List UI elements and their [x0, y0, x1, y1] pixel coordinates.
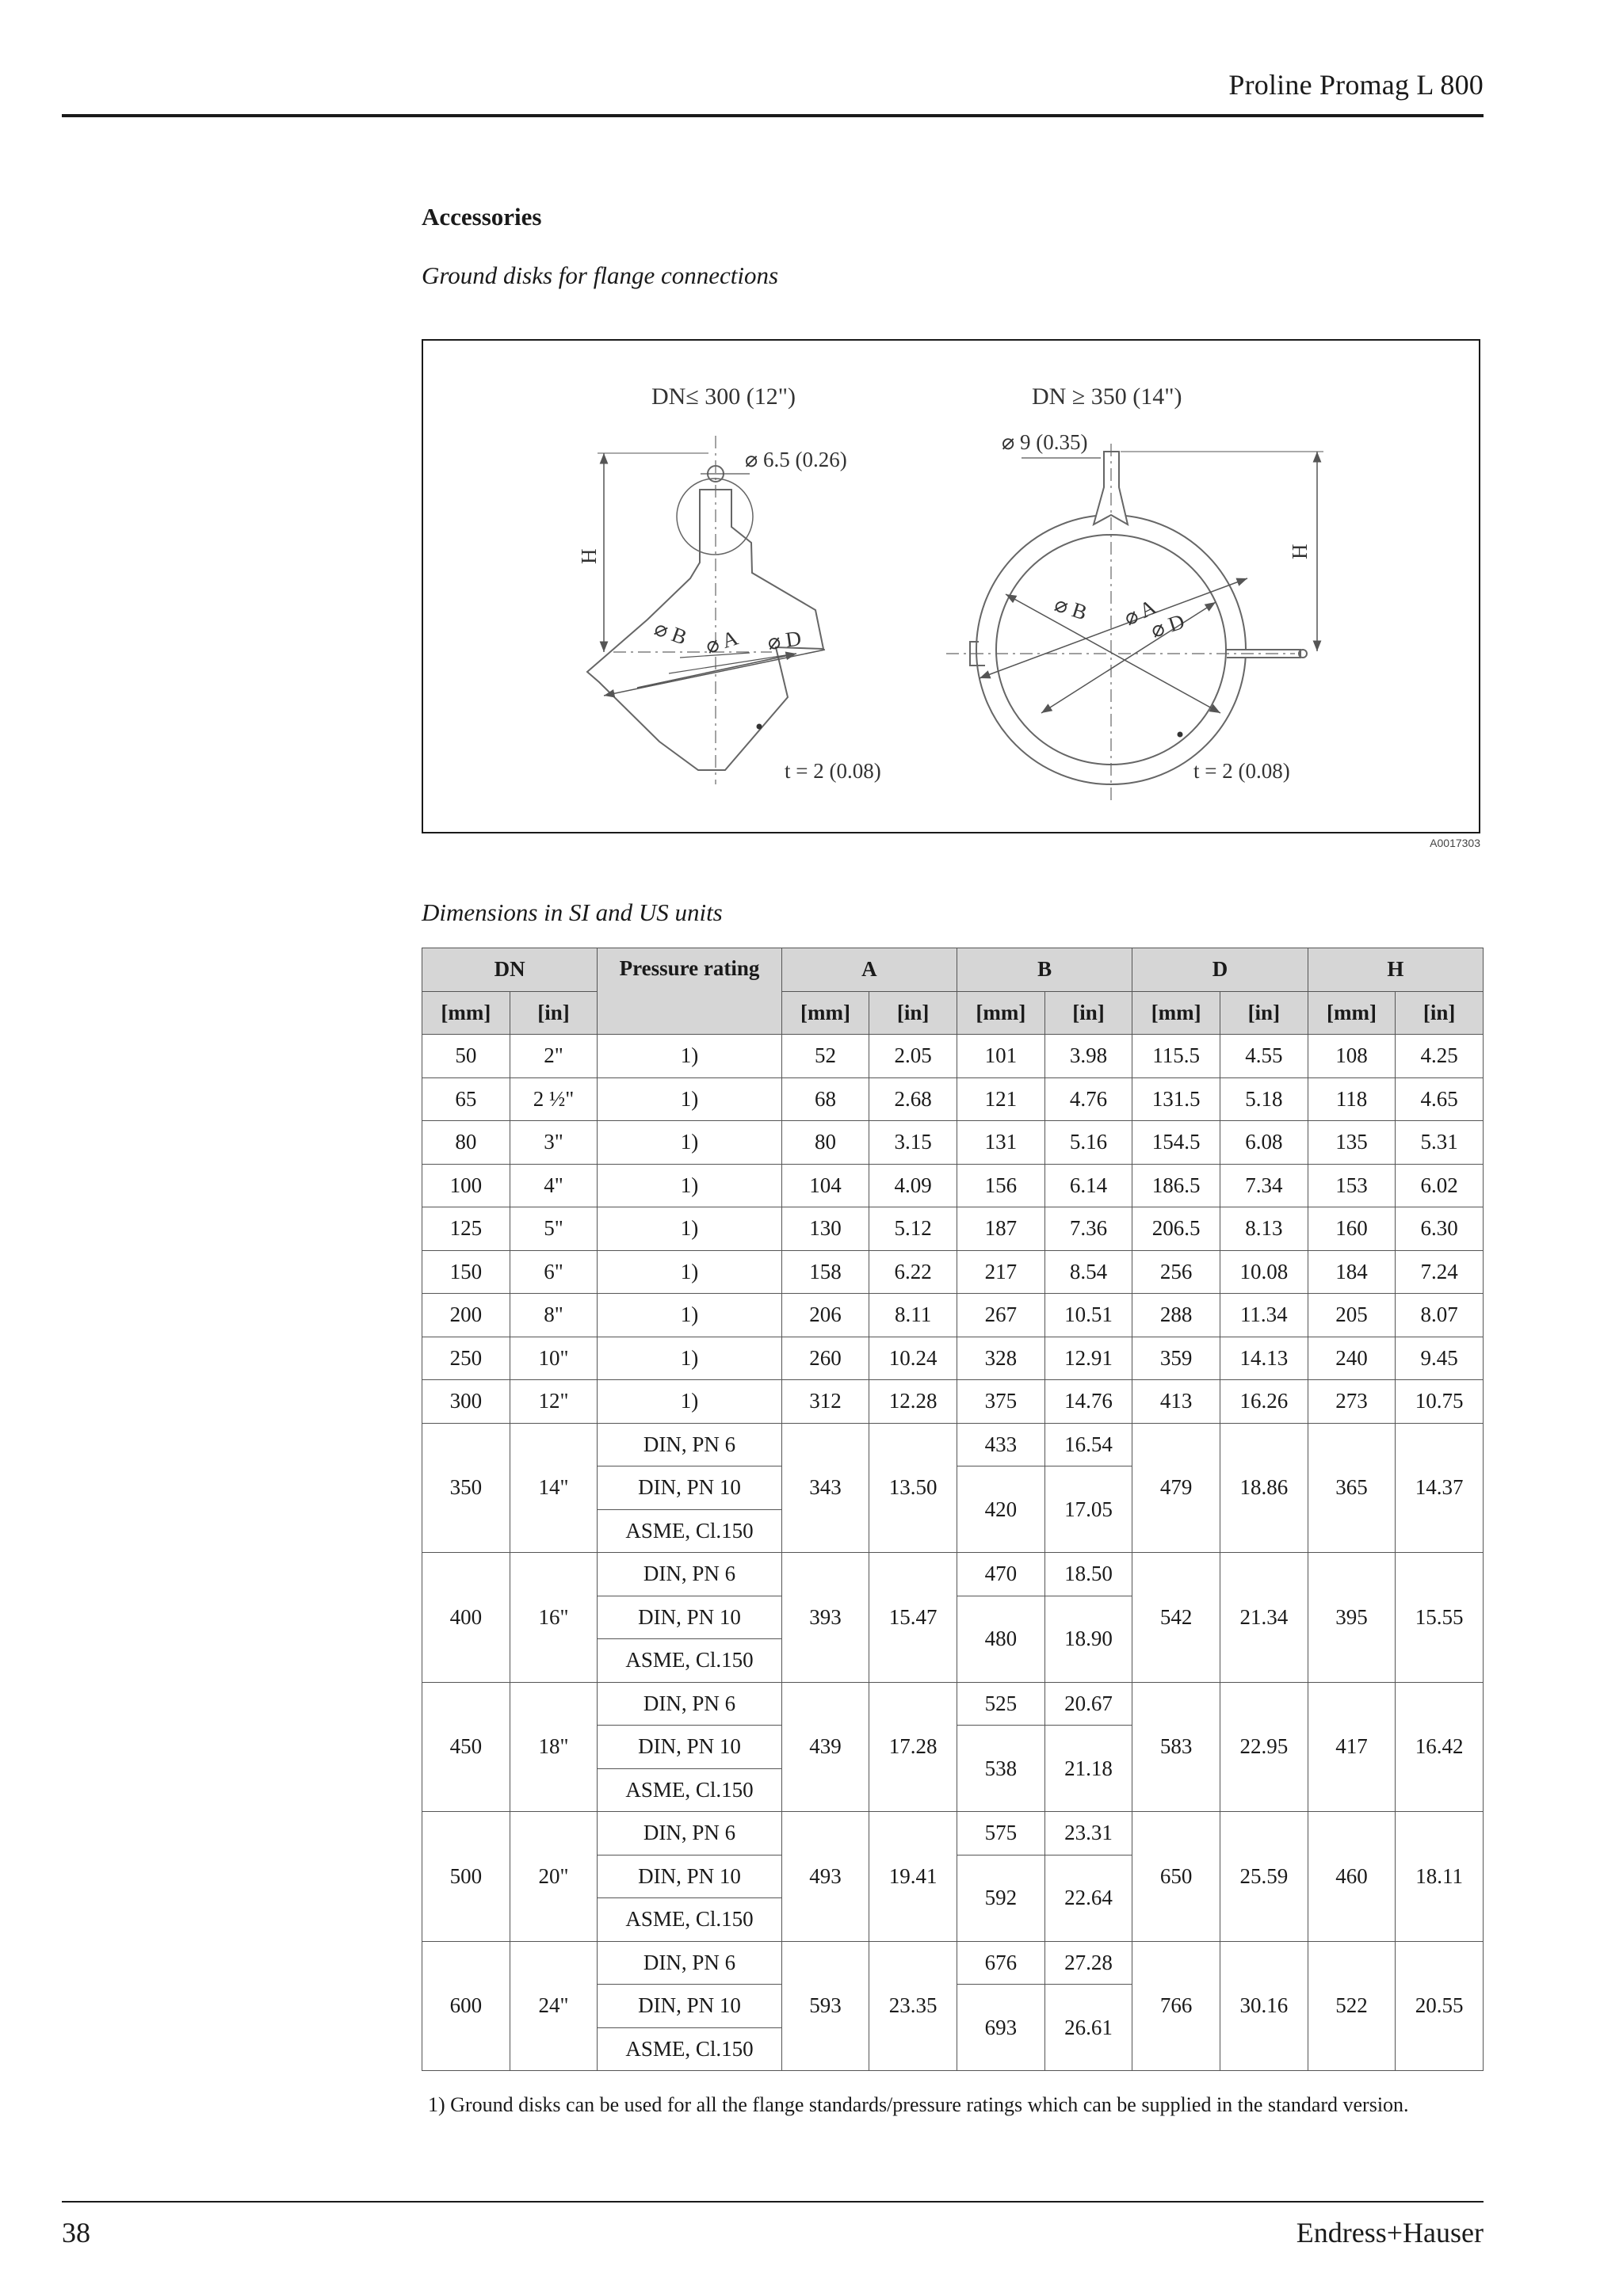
table-cell: 8.13 [1220, 1207, 1308, 1251]
table-cell: 10.51 [1044, 1294, 1132, 1337]
left-height-label: H [577, 548, 601, 564]
table-row [422, 1121, 1484, 1165]
table-cell: DIN, PN 6 [598, 1812, 781, 1855]
table-row [422, 1077, 1484, 1121]
left-thickness-label: t = 2 (0.08) [785, 759, 881, 783]
table-cell: 766 [1132, 1941, 1220, 2071]
table-cell: 5.16 [1044, 1121, 1132, 1165]
table-cell: 4.25 [1396, 1035, 1484, 1078]
table-cell: 6.08 [1220, 1121, 1308, 1165]
table-cell: 5.18 [1220, 1077, 1308, 1121]
table-cell: 1) [598, 1207, 781, 1251]
table-cell: 20" [510, 1812, 598, 1942]
table-row [422, 1682, 1484, 1726]
table-cell: DIN, PN 10 [598, 1855, 781, 1898]
table-cell: 100 [422, 1164, 510, 1207]
table-cell: 131 [957, 1121, 1045, 1165]
table-cell: 16.54 [1044, 1423, 1132, 1466]
dimensions-table [422, 948, 1484, 2071]
table-cell: 4.76 [1044, 1077, 1132, 1121]
table-cell: 6.22 [869, 1250, 957, 1294]
table-cell: 2 ½" [510, 1077, 598, 1121]
unit-mm: [mm] [1132, 991, 1220, 1035]
table-cell: 3" [510, 1121, 598, 1165]
unit-in: [in] [869, 991, 957, 1035]
table-cell: 5.12 [869, 1207, 957, 1251]
table-cell: 118 [1308, 1077, 1396, 1121]
table-cell: 522 [1308, 1941, 1396, 2071]
table-cell: 10" [510, 1337, 598, 1380]
table-cell: 1) [598, 1121, 781, 1165]
header-h: H [1308, 948, 1483, 992]
table-cell: 205 [1308, 1294, 1396, 1337]
table-cell: 5.31 [1396, 1121, 1484, 1165]
table-cell: 1) [598, 1077, 781, 1121]
figure-caption: Ground disks for flange connections [422, 261, 779, 289]
table-cell: 1) [598, 1035, 781, 1078]
table-cell: 676 [957, 1941, 1045, 1985]
left-dia-a-label: ⌀ A [702, 625, 741, 658]
document-title: Proline Promag L 800 [1228, 69, 1484, 101]
table-cell: DIN, PN 6 [598, 1553, 781, 1596]
table-cell: 3.15 [869, 1121, 957, 1165]
table-cell: 23.35 [869, 1941, 957, 2071]
table-cell: 13.50 [869, 1423, 957, 1553]
table-cell: DIN, PN 10 [598, 1466, 781, 1510]
table-cell: DIN, PN 10 [598, 1726, 781, 1769]
unit-in: [in] [510, 991, 598, 1035]
table-cell: 17.05 [1044, 1466, 1132, 1553]
table-cell: 9.45 [1396, 1337, 1484, 1380]
table-cell: 217 [957, 1250, 1045, 1294]
table-cell: ASME, Cl.150 [598, 1898, 781, 1942]
left-dia-d-label: ⌀ D [766, 626, 803, 654]
table-cell: 1) [598, 1164, 781, 1207]
table-cell: 50 [422, 1035, 510, 1078]
table-cell: 4.55 [1220, 1035, 1308, 1078]
table-cell: 30.16 [1220, 1941, 1308, 2071]
table-cell: 240 [1308, 1337, 1396, 1380]
table-cell: 470 [957, 1553, 1045, 1596]
table-cell: 300 [422, 1380, 510, 1424]
table-cell: 400 [422, 1553, 510, 1683]
table-cell: 365 [1308, 1423, 1396, 1553]
page-number: 38 [62, 2217, 90, 2248]
table-cell: ASME, Cl.150 [598, 1768, 781, 1812]
table-cell: 104 [781, 1164, 869, 1207]
table-cell: 15.47 [869, 1553, 957, 1683]
table-cell: 288 [1132, 1294, 1220, 1337]
table-cell: 131.5 [1132, 1077, 1220, 1121]
table-unit-row [422, 991, 1484, 1035]
table-cell: 8" [510, 1294, 598, 1337]
left-disk-label: DN≤ 300 (12") [651, 383, 796, 410]
table-cell: 121 [957, 1077, 1045, 1121]
table-cell: 115.5 [1132, 1035, 1220, 1078]
table-cell: 2" [510, 1035, 598, 1078]
table-cell: 150 [422, 1250, 510, 1294]
table-cell: 16" [510, 1553, 598, 1683]
table-cell: 158 [781, 1250, 869, 1294]
table-cell: 4.09 [869, 1164, 957, 1207]
table-cell: 5" [510, 1207, 598, 1251]
table-cell: 493 [781, 1812, 869, 1942]
table-cell: 433 [957, 1423, 1045, 1466]
header-pressure-rating: Pressure rating [598, 948, 781, 1035]
left-hole-label: ⌀ 6.5 (0.26) [745, 448, 847, 471]
table-cell: DIN, PN 10 [598, 1596, 781, 1639]
table-cell: 19.41 [869, 1812, 957, 1942]
table-cell: 8.11 [869, 1294, 957, 1337]
table-cell: 16.26 [1220, 1380, 1308, 1424]
table-cell: 312 [781, 1380, 869, 1424]
figure-id: A0017303 [1430, 837, 1480, 849]
table-row [422, 1553, 1484, 1596]
table-cell: 187 [957, 1207, 1045, 1251]
table-row [422, 1337, 1484, 1380]
section-heading: Accessories [422, 203, 542, 231]
table-cell: 593 [781, 1941, 869, 2071]
unit-in: [in] [1396, 991, 1484, 1035]
table-cell: 12.28 [869, 1380, 957, 1424]
table-cell: 153 [1308, 1164, 1396, 1207]
right-dia-d-label: ⌀ D [1148, 609, 1188, 643]
table-cell: 17.28 [869, 1682, 957, 1812]
table-cell: 273 [1308, 1380, 1396, 1424]
table-cell: 52 [781, 1035, 869, 1078]
table-cell: 6.30 [1396, 1207, 1484, 1251]
header-rule [62, 114, 1484, 117]
table-cell: 393 [781, 1553, 869, 1683]
ground-disk-diagram [423, 341, 1482, 835]
table-cell: 395 [1308, 1553, 1396, 1683]
table-cell: 8.54 [1044, 1250, 1132, 1294]
table-cell: 450 [422, 1682, 510, 1812]
table-header-row [422, 948, 1484, 992]
table-cell: 2.68 [869, 1077, 957, 1121]
table-cell: 693 [957, 1985, 1045, 2071]
table-cell: 160 [1308, 1207, 1396, 1251]
table-cell: 10.24 [869, 1337, 957, 1380]
table-cell: 6.02 [1396, 1164, 1484, 1207]
ground-disk-drawing [422, 339, 1480, 833]
table-cell: 10.75 [1396, 1380, 1484, 1424]
header-d: D [1132, 948, 1308, 992]
table-cell: 22.95 [1220, 1682, 1308, 1812]
right-dia-a-label: ⌀ A [1120, 594, 1160, 631]
table-cell: 6.14 [1044, 1164, 1132, 1207]
unit-mm: [mm] [781, 991, 869, 1035]
table-cell: 538 [957, 1726, 1045, 1812]
header-dn: DN [422, 948, 598, 992]
table-cell: 80 [422, 1121, 510, 1165]
table-cell: 80 [781, 1121, 869, 1165]
table-cell: 14" [510, 1423, 598, 1553]
table-cell: 18.50 [1044, 1553, 1132, 1596]
unit-mm: [mm] [957, 991, 1045, 1035]
table-cell: 439 [781, 1682, 869, 1812]
table-cell: 200 [422, 1294, 510, 1337]
table-cell: 26.61 [1044, 1985, 1132, 2071]
unit-mm: [mm] [1308, 991, 1396, 1035]
unit-in: [in] [1220, 991, 1308, 1035]
table-cell: 650 [1132, 1812, 1220, 1942]
table-cell: 328 [957, 1337, 1045, 1380]
table-row [422, 1941, 1484, 1985]
table-row [422, 1035, 1484, 1078]
table-cell: 500 [422, 1812, 510, 1942]
table-cell: 20.67 [1044, 1682, 1132, 1726]
table-cell: 68 [781, 1077, 869, 1121]
table-cell: 525 [957, 1682, 1045, 1726]
table-cell: 22.64 [1044, 1855, 1132, 1941]
table-cell: 542 [1132, 1553, 1220, 1683]
right-hole-label: ⌀ 9 (0.35) [1002, 430, 1088, 454]
table-cell: DIN, PN 6 [598, 1682, 781, 1726]
table-footnote: 1) Ground disks can be used for all the flange standards/pressure ratings which can be supplied in the standard version. [428, 2093, 1409, 2116]
table-cell: 14.76 [1044, 1380, 1132, 1424]
table-cell: 125 [422, 1207, 510, 1251]
footer-rule [62, 2201, 1484, 2203]
table-cell: 12" [510, 1380, 598, 1424]
table-cell: DIN, PN 6 [598, 1423, 781, 1466]
table-cell: 18.90 [1044, 1596, 1132, 1682]
table-cell: 583 [1132, 1682, 1220, 1812]
table-cell: 250 [422, 1337, 510, 1380]
table-cell: 10.08 [1220, 1250, 1308, 1294]
table-cell: DIN, PN 10 [598, 1985, 781, 2028]
table-cell: 101 [957, 1035, 1045, 1078]
table-cell: 343 [781, 1423, 869, 1553]
table-cell: 3.98 [1044, 1035, 1132, 1078]
table-cell: 186.5 [1132, 1164, 1220, 1207]
table-cell: 18.11 [1396, 1812, 1484, 1942]
table-cell: 7.34 [1220, 1164, 1308, 1207]
header-b: B [957, 948, 1132, 992]
table-cell: 24" [510, 1941, 598, 2071]
table-cell: 267 [957, 1294, 1045, 1337]
brand-name: Endress+Hauser [1296, 2217, 1484, 2248]
table-row [422, 1250, 1484, 1294]
table-cell: 350 [422, 1423, 510, 1553]
unit-mm: [mm] [422, 991, 510, 1035]
small-ground-disk [587, 436, 825, 784]
table-cell: 25.59 [1220, 1812, 1308, 1942]
table-cell: 108 [1308, 1035, 1396, 1078]
table-cell: 413 [1132, 1380, 1220, 1424]
table-cell: 14.13 [1220, 1337, 1308, 1380]
header-a: A [781, 948, 957, 992]
table-cell: 135 [1308, 1121, 1396, 1165]
table-cell: 375 [957, 1380, 1045, 1424]
table-cell: 27.28 [1044, 1941, 1132, 1985]
table-cell: 479 [1132, 1423, 1220, 1553]
table-cell: 4.65 [1396, 1077, 1484, 1121]
table-cell: ASME, Cl.150 [598, 1509, 781, 1553]
table-cell: 16.42 [1396, 1682, 1484, 1812]
table-cell: 20.55 [1396, 1941, 1484, 2071]
table-row [422, 1294, 1484, 1337]
table-cell: 460 [1308, 1812, 1396, 1942]
table-cell: 18" [510, 1682, 598, 1812]
table-cell: 1) [598, 1337, 781, 1380]
table-cell: ASME, Cl.150 [598, 1639, 781, 1683]
table-cell: 260 [781, 1337, 869, 1380]
table-cell: 417 [1308, 1682, 1396, 1812]
right-thickness-label: t = 2 (0.08) [1193, 759, 1290, 783]
table-cell: 7.24 [1396, 1250, 1484, 1294]
table-cell: 575 [957, 1812, 1045, 1855]
table-cell: 130 [781, 1207, 869, 1251]
table-cell: 592 [957, 1855, 1045, 1941]
unit-in: [in] [1044, 991, 1132, 1035]
table-cell: DIN, PN 6 [598, 1941, 781, 1985]
table-cell: 206.5 [1132, 1207, 1220, 1251]
table-row [422, 1812, 1484, 1855]
table-cell: 8.07 [1396, 1294, 1484, 1337]
table-row [422, 1164, 1484, 1207]
table-cell: 600 [422, 1941, 510, 2071]
table-cell: 1) [598, 1380, 781, 1424]
table-cell: 18.86 [1220, 1423, 1308, 1553]
table-cell: 21.34 [1220, 1553, 1308, 1683]
table-row [422, 1423, 1484, 1466]
table-cell: 420 [957, 1466, 1045, 1553]
table-cell: 256 [1132, 1250, 1220, 1294]
table-cell: 12.91 [1044, 1337, 1132, 1380]
table-cell: 6" [510, 1250, 598, 1294]
table-cell: 1) [598, 1250, 781, 1294]
table-cell: 23.31 [1044, 1812, 1132, 1855]
table-cell: 359 [1132, 1337, 1220, 1380]
table-cell: 4" [510, 1164, 598, 1207]
table-cell: 15.55 [1396, 1553, 1484, 1683]
table-cell: 65 [422, 1077, 510, 1121]
right-height-label: H [1288, 543, 1312, 559]
table-cell: 11.34 [1220, 1294, 1308, 1337]
table-caption: Dimensions in SI and US units [422, 898, 723, 926]
table-row [422, 1380, 1484, 1424]
table-cell: 1) [598, 1294, 781, 1337]
table-body [422, 1035, 1484, 2071]
table-cell: 154.5 [1132, 1121, 1220, 1165]
table-row [422, 1207, 1484, 1251]
left-dia-b-label: ⌀ B [651, 616, 690, 650]
right-disk-label: DN ≥ 350 (14") [1032, 383, 1182, 410]
table-cell: 14.37 [1396, 1423, 1484, 1553]
table-cell: 184 [1308, 1250, 1396, 1294]
table-cell: 156 [957, 1164, 1045, 1207]
table-cell: 206 [781, 1294, 869, 1337]
table-cell: 7.36 [1044, 1207, 1132, 1251]
right-dia-b-label: ⌀ B [1052, 592, 1090, 625]
table-cell: 2.05 [869, 1035, 957, 1078]
table-cell: 480 [957, 1596, 1045, 1682]
table-cell: 21.18 [1044, 1726, 1132, 1812]
table-cell: ASME, Cl.150 [598, 2027, 781, 2071]
